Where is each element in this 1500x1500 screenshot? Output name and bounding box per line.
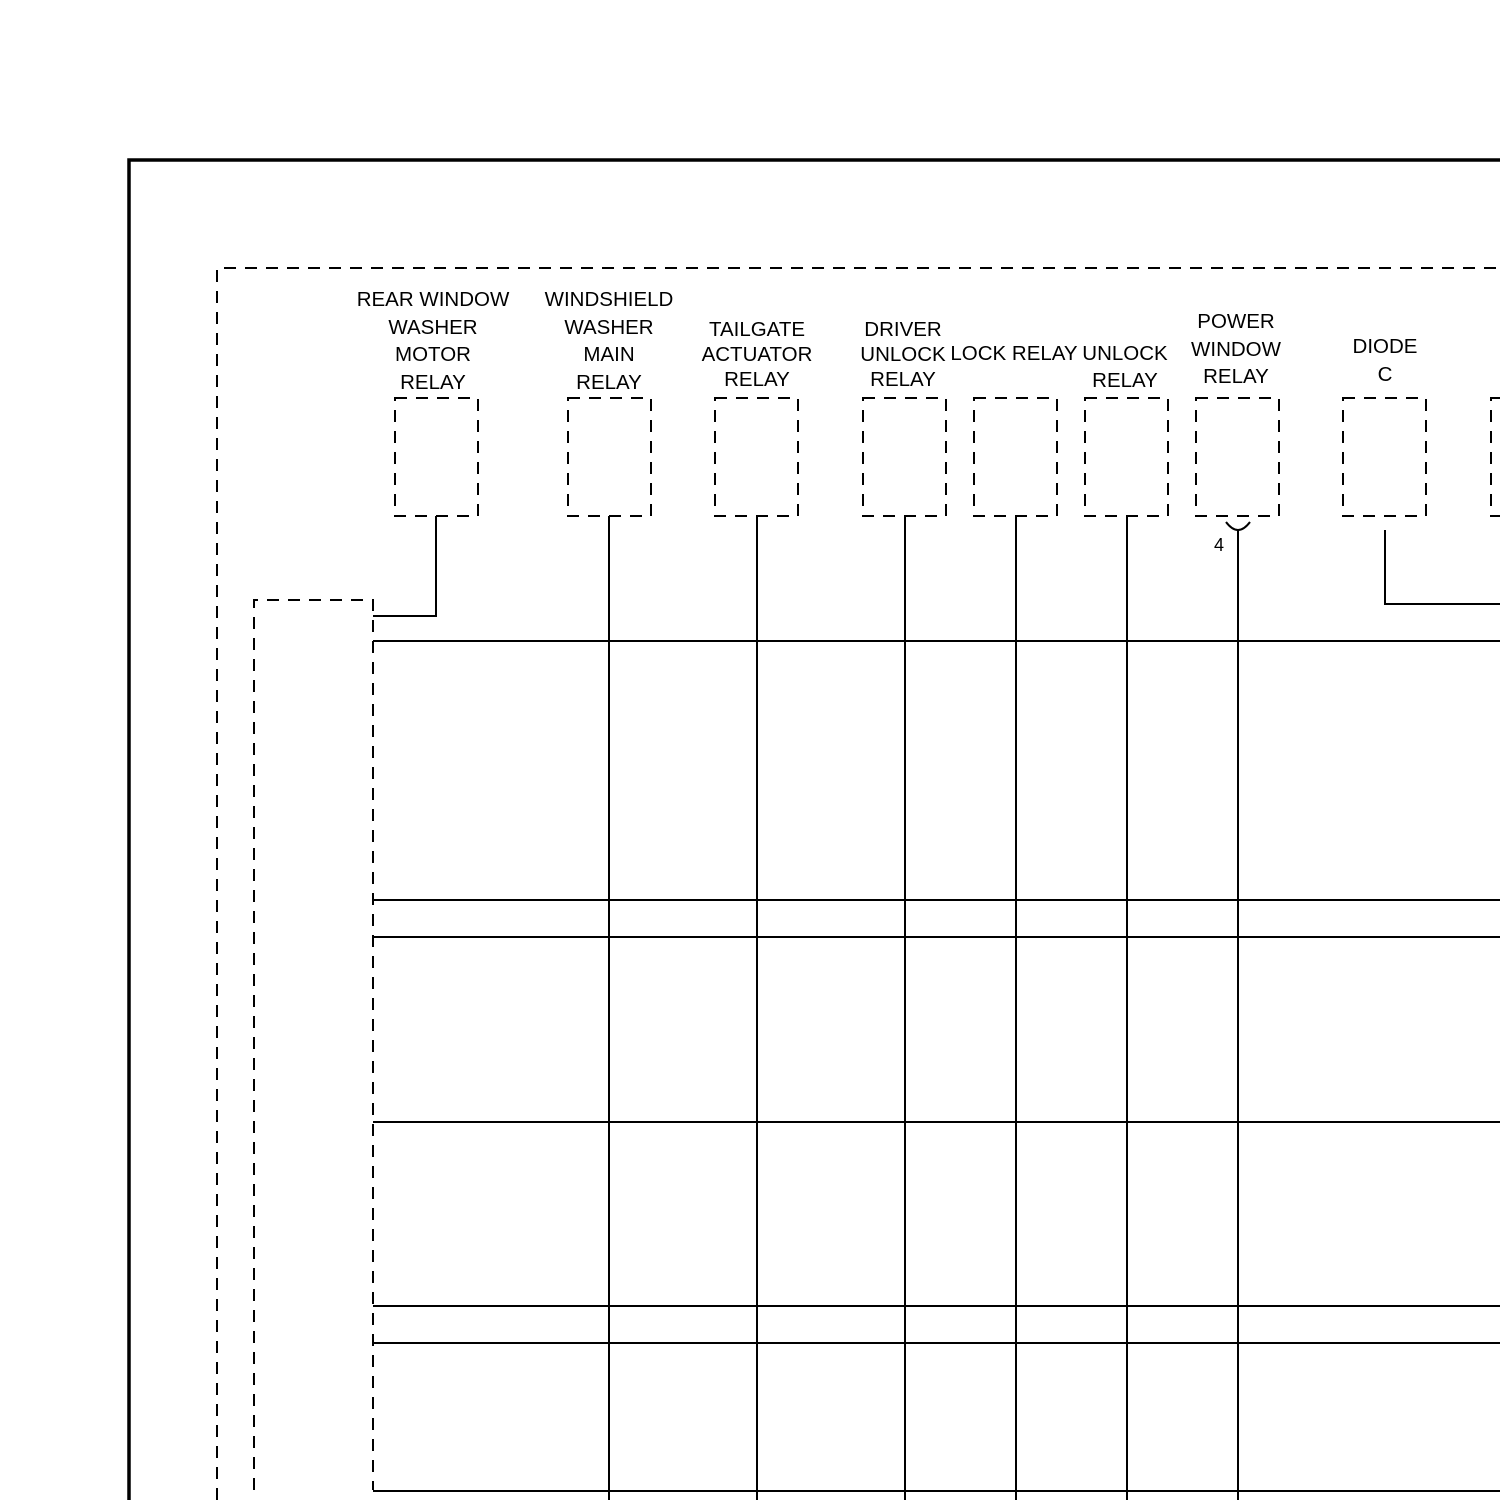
label-windshield-washer-main-relay: WINDSHIELD WASHER MAIN RELAY — [544, 288, 674, 394]
label-diode-c: DIODE C — [1352, 335, 1418, 386]
module-boundary — [217, 268, 1500, 1500]
wire-rear-window-washer — [373, 516, 436, 616]
pin-label-power-window: 4 — [1214, 535, 1225, 555]
pin-connector-mark — [1226, 522, 1250, 530]
box-offscreen-component — [1491, 398, 1500, 516]
box-diode-c — [1343, 398, 1426, 516]
box-tailgate-actuator-relay — [715, 398, 798, 516]
component-boxes — [395, 398, 1500, 516]
box-rear-window-washer-motor-relay — [395, 398, 478, 516]
label-driver-unlock-relay: DRIVER UNLOCK RELAY — [860, 318, 946, 391]
label-tailgate-actuator-relay: TAILGATE ACTUATOR RELAY — [701, 318, 813, 391]
label-power-window-relay: POWER WINDOW RELAY — [1191, 310, 1281, 388]
wire-diode-c — [1385, 530, 1500, 604]
label-rear-window-washer-motor-relay: REAR WINDOW WASHER MOTOR RELAY — [356, 288, 510, 394]
box-driver-unlock-relay — [863, 398, 946, 516]
box-windshield-washer-main-relay — [568, 398, 651, 516]
label-lock-relay: LOCK RELAY — [950, 342, 1078, 365]
box-power-window-relay — [1196, 398, 1279, 516]
wires — [373, 516, 1500, 1500]
bus-connector — [254, 600, 373, 1490]
box-unlock-relay — [1085, 398, 1168, 516]
outer-frame — [129, 160, 1500, 1500]
label-unlock-relay: UNLOCK RELAY — [1082, 342, 1168, 392]
box-lock-relay — [974, 398, 1057, 516]
